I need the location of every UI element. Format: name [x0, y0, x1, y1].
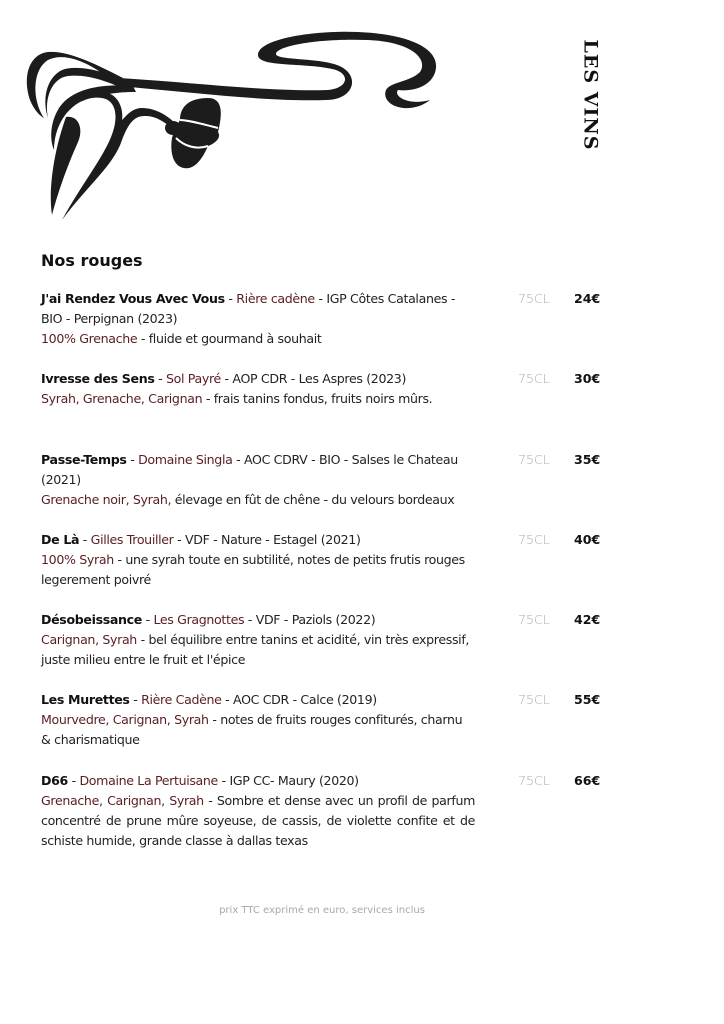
wine-producer: Domaine Singla	[138, 452, 233, 467]
wine-item	[41, 610, 601, 670]
wine-text	[41, 530, 475, 590]
wine-volume: 75CL	[518, 773, 550, 788]
wine-description: - bel équilibre entre tanins et acidité, vin très expressif, juste milieu entre le fruit et l'épice	[41, 632, 470, 667]
wine-text	[41, 450, 475, 510]
wine-description: élevage en fût de chêne - du velours bordeaux	[171, 492, 455, 507]
wine-grapes: Grenache, Carignan, Syrah	[41, 793, 204, 808]
wine-volume: 75CL	[518, 371, 550, 386]
section-title: Nos rouges	[41, 251, 143, 270]
wine-details: - AOC CDR - Calce (2019)	[221, 692, 377, 707]
wine-volume: 75CL	[518, 532, 550, 547]
wine-price: 40€	[574, 532, 601, 547]
footer-note: prix TTC exprimé en euro, services inclus	[219, 905, 425, 916]
wine-producer: Gilles Trouiller	[90, 532, 174, 547]
wine-details: - VDF - Nature - Estagel (2021)	[173, 532, 361, 547]
wine-text	[41, 690, 475, 750]
wine-details: - AOP CDR - Les Aspres (2023)	[220, 371, 407, 386]
wine-description: - frais tanins fondus, fruits noirs mûrs.	[202, 391, 433, 406]
wine-producer: Rière cadène	[236, 291, 315, 306]
wine-text	[41, 610, 475, 670]
wine-volume: 75CL	[518, 692, 550, 707]
wine-grapes: Carignan, Syrah	[41, 632, 137, 647]
separator: -	[129, 692, 142, 707]
wine-item	[41, 530, 601, 590]
wine-producer: Les Gragnottes	[153, 612, 245, 627]
wine-price: 30€	[574, 371, 601, 386]
wine-details: - AOC CDRV - BIO - Salses le Chateau (2021)	[41, 452, 458, 487]
wine-details: - IGP Côtes Catalanes - BIO - Perpignan (2023)	[41, 291, 456, 326]
wine-item	[41, 450, 601, 510]
wine-volume: 75CL	[518, 452, 550, 467]
wine-price: 35€	[574, 452, 601, 467]
wine-producer: Sol Payré	[166, 371, 221, 386]
wine-price: 66€	[574, 773, 601, 788]
wine-name: Passe-Temps	[41, 452, 127, 467]
wine-item	[41, 289, 601, 349]
wine-volume: 75CL	[518, 612, 550, 627]
separator: -	[154, 371, 166, 386]
wine-text	[41, 771, 475, 851]
wine-price: 24€	[574, 291, 601, 306]
wine-description: - fluide et gourmand à souhait	[137, 331, 322, 346]
page-vertical-title	[560, 40, 620, 150]
separator: -	[224, 291, 237, 306]
wine-name: Ivresse des Sens	[41, 371, 155, 386]
wine-name: Désobeissance	[41, 612, 142, 627]
separator: -	[79, 532, 91, 547]
wine-details: - IGP CC- Maury (2020)	[217, 773, 359, 788]
wine-price: 42€	[574, 612, 601, 627]
wine-name: J'ai Rendez Vous Avec Vous	[41, 291, 225, 306]
wine-grapes: Grenache noir, Syrah,	[41, 492, 172, 507]
separator: -	[67, 773, 80, 788]
wine-volume: 75CL	[518, 291, 550, 306]
wine-grapes: Syrah, Grenache, Carignan	[41, 391, 203, 406]
wine-price: 55€	[574, 692, 601, 707]
wine-name: De Là	[41, 532, 80, 547]
wine-details: - VDF - Paziols (2022)	[244, 612, 376, 627]
vertical-title-text: LES VINS	[579, 39, 601, 151]
wine-description: - Sombre et dense avec un profil de parfum concentré de prune mûre soyeuse, de cassis, de violette confite et de schiste humide, grande classe à dallas texas	[41, 793, 475, 848]
decorative-flourish-logo-icon	[18, 20, 438, 240]
wine-text	[41, 289, 475, 349]
wine-description: - notes de fruits rouges confiturés, charnu & charismatique	[41, 712, 463, 747]
wine-producer: Domaine La Pertuisane	[79, 773, 218, 788]
wine-item	[41, 369, 601, 409]
wine-grapes: 100% Syrah	[41, 552, 114, 567]
wine-producer: Rière Cadène	[141, 692, 222, 707]
wine-name: D66	[41, 773, 68, 788]
wine-grapes: Mourvedre, Carignan, Syrah	[41, 712, 209, 727]
separator: -	[141, 612, 154, 627]
wine-item	[41, 771, 601, 851]
wine-grapes: 100% Grenache	[41, 331, 138, 346]
wine-text	[41, 369, 475, 409]
wine-item	[41, 690, 601, 750]
wine-name: Les Murettes	[41, 692, 130, 707]
wine-description: - une syrah toute en subtilité, notes de petits frutis rouges legerement poivré	[41, 552, 465, 587]
separator: -	[126, 452, 139, 467]
